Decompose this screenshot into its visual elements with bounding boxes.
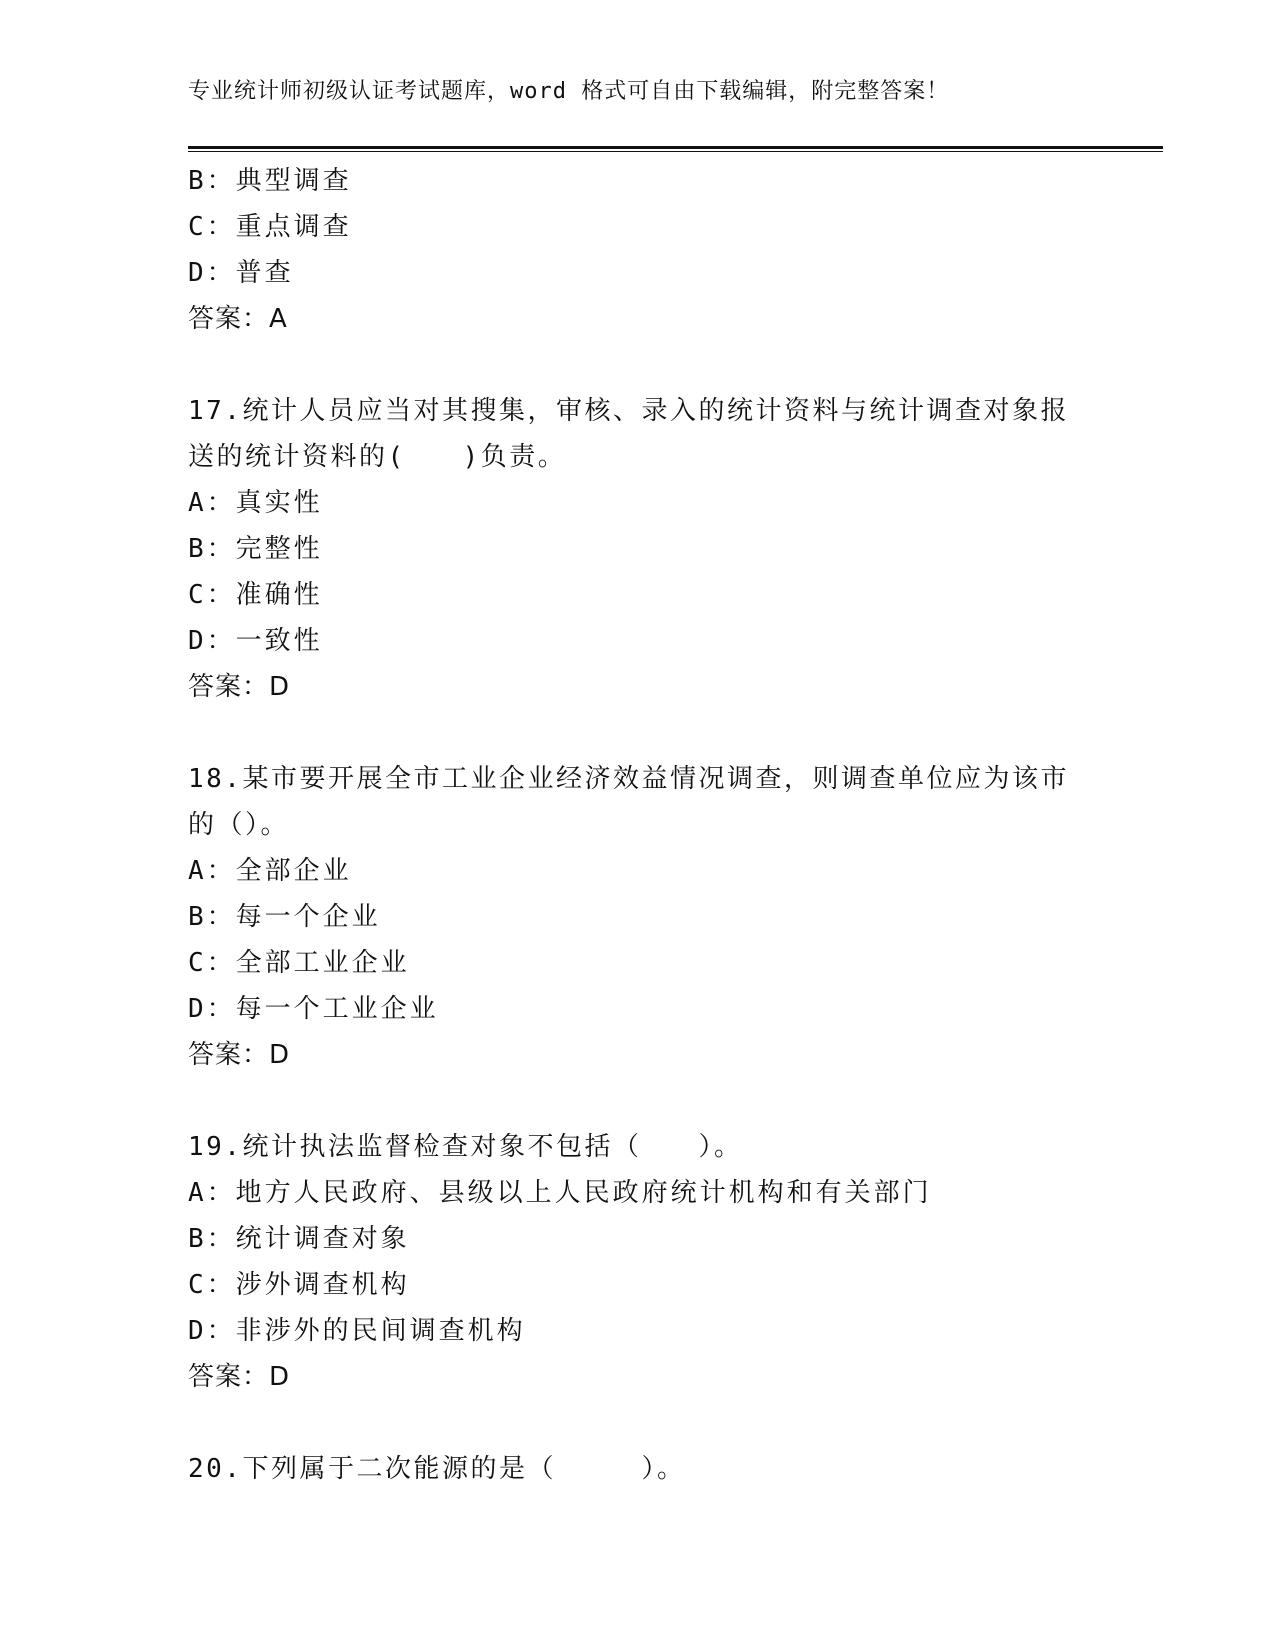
question-17 bbox=[188, 388, 1088, 710]
option-d: D：每一个工业企业 bbox=[188, 994, 439, 1024]
option-b: B：完整性 bbox=[188, 534, 323, 564]
answer-line: 答案：D bbox=[188, 1040, 291, 1070]
question-stem: 送的统计资料的( )负责。 bbox=[188, 442, 567, 472]
option-d: D：普查 bbox=[188, 258, 294, 288]
question-stem: 17.统计人员应当对其搜集，审核、录入的统计资料与统计调查对象报 bbox=[188, 396, 1069, 426]
answer-line: 答案：D bbox=[188, 1362, 291, 1392]
answer-line: 答案：A bbox=[188, 304, 288, 334]
question-18 bbox=[188, 756, 1088, 1078]
option-b: B：每一个企业 bbox=[188, 902, 381, 932]
option-c: C：重点调查 bbox=[188, 212, 352, 242]
answer-line: 答案：D bbox=[188, 672, 291, 702]
option-b: B：统计调查对象 bbox=[188, 1224, 410, 1254]
question-stem: 18.某市要开展全市工业企业经济效益情况调查，则调查单位应为该市 bbox=[188, 764, 1069, 794]
option-a: A：全部企业 bbox=[188, 856, 352, 886]
option-b: B：典型调查 bbox=[188, 166, 352, 196]
question-19 bbox=[188, 1124, 1088, 1400]
question-20 bbox=[188, 1446, 1088, 1492]
question-content bbox=[188, 158, 1088, 1492]
question-stem: 的（）。 bbox=[188, 810, 290, 840]
option-c: C：准确性 bbox=[188, 580, 323, 610]
option-d: D：非涉外的民间调查机构 bbox=[188, 1316, 526, 1346]
option-c: C：全部工业企业 bbox=[188, 948, 410, 978]
question-stem: 19.统计执法监督检查对象不包括（ ）。 bbox=[188, 1132, 743, 1162]
option-a: A：地方人民政府、县级以上人民政府统计机构和有关部门 bbox=[188, 1178, 932, 1208]
option-a: A：真实性 bbox=[188, 488, 323, 518]
option-c: C：涉外调查机构 bbox=[188, 1270, 410, 1300]
option-d: D：一致性 bbox=[188, 626, 323, 656]
previous-question bbox=[188, 158, 1088, 342]
page-header: 专业统计师初级认证考试题库，word 格式可自由下载编辑，附完整答案！ bbox=[188, 79, 950, 104]
header-divider bbox=[188, 146, 1163, 152]
question-stem: 20.下列属于二次能源的是（ ）。 bbox=[188, 1454, 686, 1484]
